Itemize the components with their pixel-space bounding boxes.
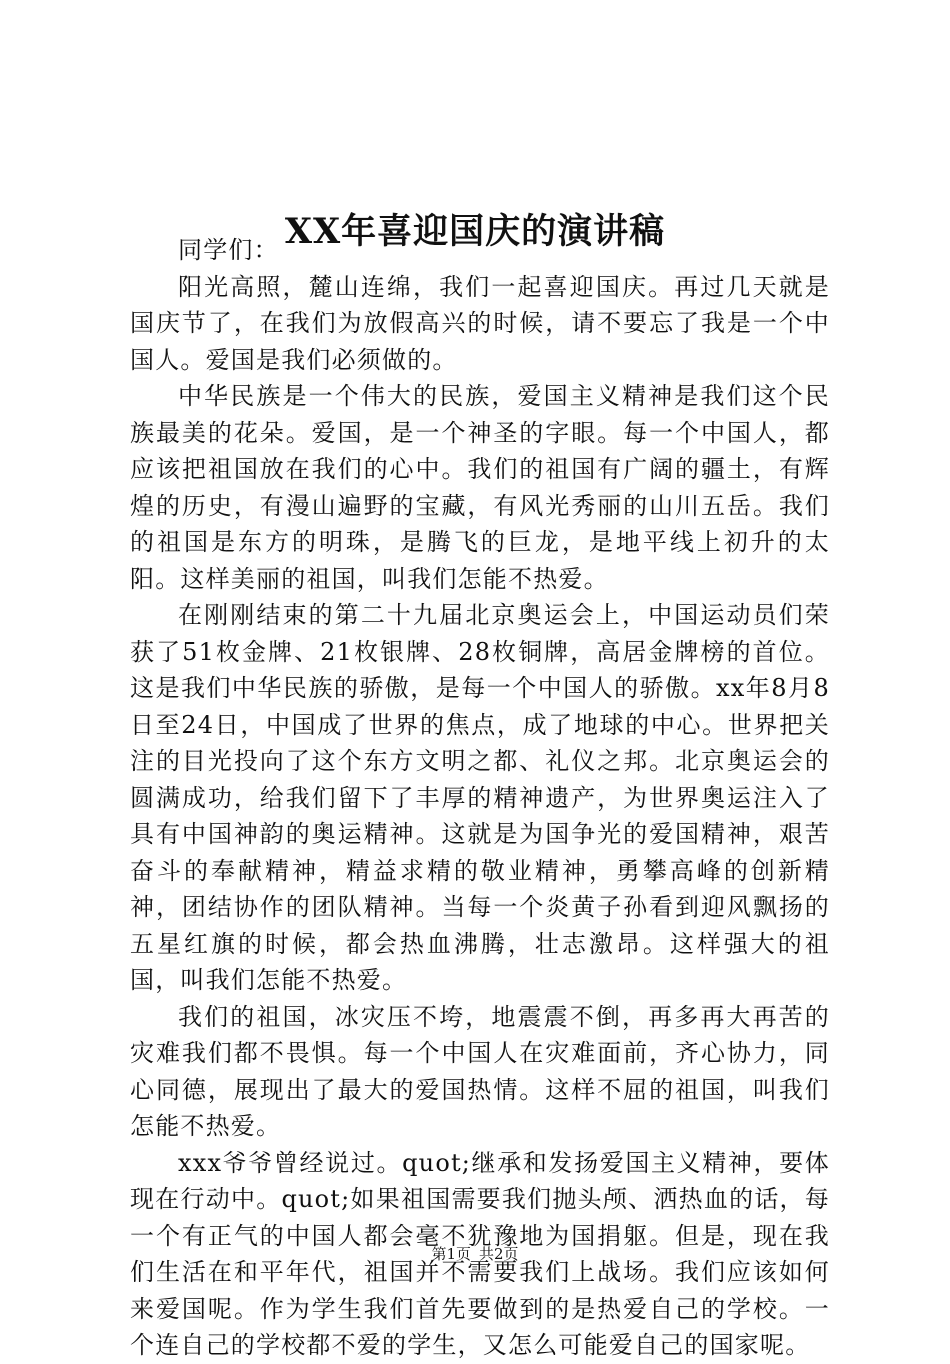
body-paragraph: 我们的祖国，冰灾压不垮，地震震不倒，再多再大再苦的灾难我们都不畏惧。每一个中国人在灾难面前，齐心协力，同心同德，展现出了最大的爱国热情。这样不屈的祖国，叫我们怎能不热爱。 <box>130 1002 830 1140</box>
body-paragraph: xxx爷爷曾经说过。quot;继承和发扬爱国主义精神，要体现在行动中。quot;如果祖国需要我们抛头颅、洒热血的话，每一个有正气的中国人都会毫不犹豫地为国捐躯。但是，现在我们生活在和平年代，祖国并不需要我们上战场。我们应该如何来爱国呢。作为学生我们首先要做到的是热爱自己的学校。一个连自己的学校都不爱的学生，又怎么可能爱自己的国家呢。 <box>130 1148 830 1359</box>
salutation-paragraph: 同学们： <box>178 236 279 264</box>
body-paragraph: 阳光高照，麓山连绵，我们一起喜迎国庆。再过几天就是国庆节了，在我们为放假高兴的时候，请不要忘了我是一个中国人。爱国是我们必须做的。 <box>130 272 830 374</box>
body-paragraph: 中华民族是一个伟大的民族，爱国主义精神是我们这个民族最美的花朵。爱国，是一个神圣的字眼。每一个中国人，都应该把祖国放在我们的心中。我们的祖国有广阔的疆土，有辉煌的历史，有漫山遍野的宝藏，有风光秀丽的山川五岳。我们的祖国是东方的明珠，是腾飞的巨龙，是地平线上初升的太阳。这样美丽的祖国，叫我们怎能不热爱。 <box>130 382 830 593</box>
page-total: 共2页 <box>479 1245 519 1263</box>
page-number: 第1页 <box>431 1245 471 1263</box>
body-paragraph: 在刚刚结束的第二十九届北京奥运会上，中国运动员们荣获了51枚金牌、21枚银牌、28枚铜牌，高居金牌榜的首位。这是我们中华民族的骄傲，是每一个中国人的骄傲。xx年8月8日至24日，中国成了世界的焦点，成了地球的中心。世界把关注的目光投向了这个东方文明之都、礼仪之邦。北京奥运会的圆满成功，给我们留下了丰厚的精神遗产，为世界奥运注入了具有中国神韵的奥运精神。这就是为国争光的爱国精神，艰苦奋斗的奉献精神，精益求精的敬业精神，勇攀高峰的创新精神，团结协作的团队精神。当每一个炎黄子孙看到迎风飘扬的五星红旗的时候，都会热血沸腾，壮志激昂。这样强大的祖国，叫我们怎能不热爱。 <box>130 601 830 994</box>
document-body <box>130 232 830 1364</box>
page-footer <box>0 1244 950 1264</box>
page-title: XX年喜迎国庆的演讲稿 <box>284 211 666 253</box>
